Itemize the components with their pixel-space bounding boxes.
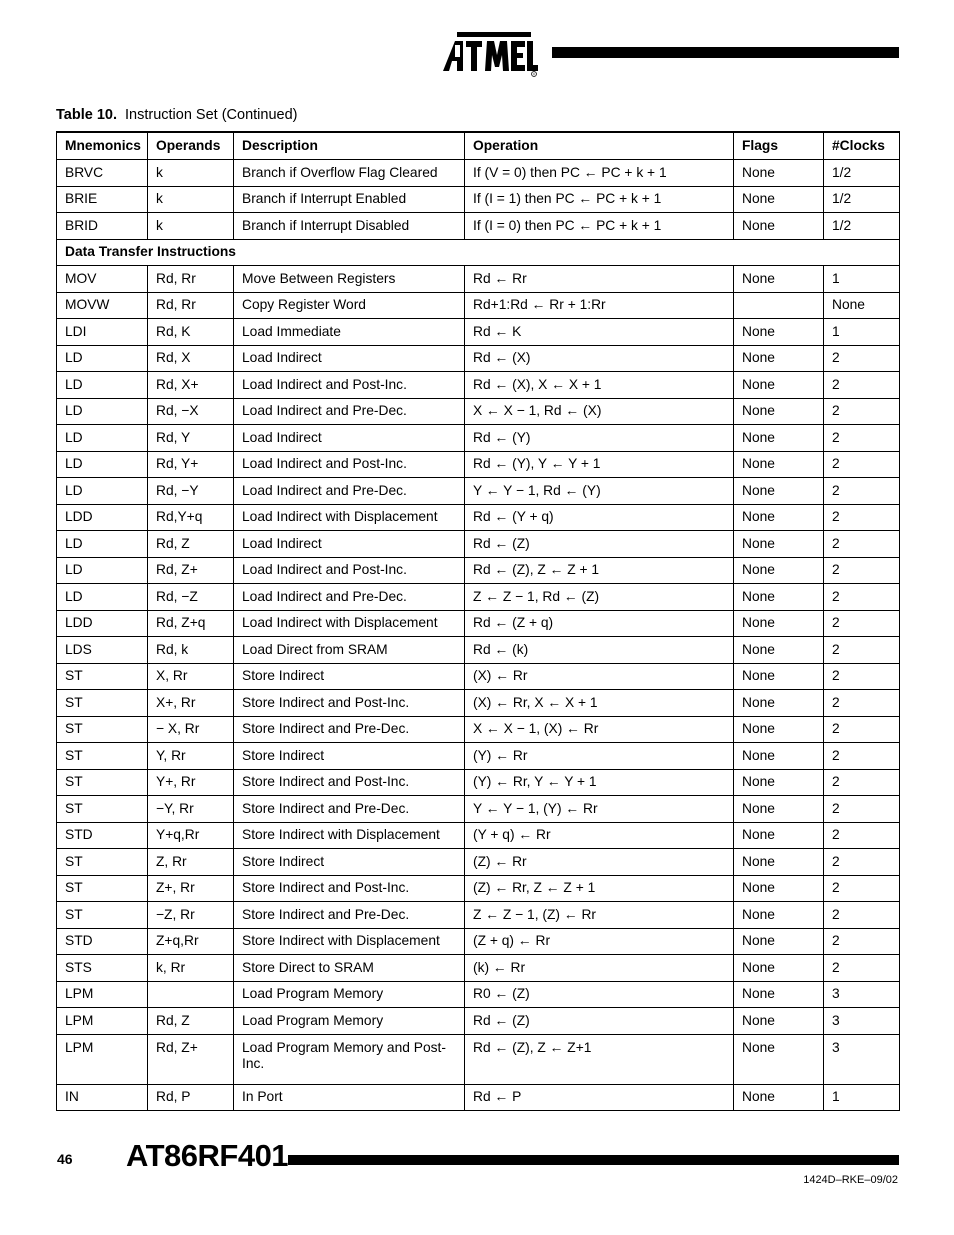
cell-mnemonic: LD [57,584,148,611]
cell-mnemonic: STD [57,928,148,955]
cell-clocks: 2 [824,610,900,637]
cell-mnemonic: LPM [57,981,148,1008]
cell-operation: If (I = 1) then PC ← PC + k + 1 [465,186,734,213]
cell-mnemonic: LD [57,451,148,478]
cell-operands: − X, Rr [148,716,234,743]
cell-description: Store Indirect and Pre-Dec. [234,716,465,743]
cell-mnemonic: BRID [57,213,148,240]
cell-flags: None [734,928,824,955]
cell-mnemonic: LD [57,398,148,425]
cell-operation: Rd ← (X) [465,345,734,372]
cell-operation: Rd ← P [465,1084,734,1111]
cell-operands: Rd, Rr [148,292,234,319]
cell-flags: None [734,955,824,982]
table-row [57,716,900,743]
cell-operation: Rd ← (Y), Y ← Y + 1 [465,451,734,478]
cell-clocks: 2 [824,531,900,558]
cell-operands: Rd, K [148,319,234,346]
table-row [57,557,900,584]
table-row [57,292,900,319]
cell-operands: −Z, Rr [148,902,234,929]
cell-flags: None [734,663,824,690]
table-row [57,425,900,452]
cell-clocks: 2 [824,690,900,717]
table-caption [56,107,298,123]
cell-mnemonic: ST [57,690,148,717]
cell-operands: Rd, k [148,637,234,664]
table-row [57,1008,900,1035]
cell-operation: (X) ← Rr, X ← X + 1 [465,690,734,717]
cell-operands: Rd, −Y [148,478,234,505]
cell-mnemonic: LD [57,478,148,505]
cell-operands: Rd, Z [148,531,234,558]
cell-operands: Z, Rr [148,849,234,876]
cell-mnemonic: MOVW [57,292,148,319]
cell-description: Store Indirect with Displacement [234,822,465,849]
cell-flags: None [734,849,824,876]
cell-operation: Rd ← (k) [465,637,734,664]
cell-flags [734,292,824,319]
cell-operation: (X) ← Rr [465,663,734,690]
cell-flags: None [734,822,824,849]
cell-description: Branch if Interrupt Disabled [234,213,465,240]
cell-flags: None [734,796,824,823]
cell-mnemonic: BRIE [57,186,148,213]
cell-operation: X ← X − 1, (X) ← Rr [465,716,734,743]
cell-description: Load Indirect and Post-Inc. [234,451,465,478]
cell-clocks: 2 [824,875,900,902]
cell-flags: None [734,637,824,664]
cell-description: Load Immediate [234,319,465,346]
cell-clocks: 3 [824,1034,900,1084]
cell-flags: None [734,1008,824,1035]
cell-description: Load Indirect and Post-Inc. [234,557,465,584]
cell-description: Load Indirect [234,531,465,558]
cell-clocks: 2 [824,451,900,478]
cell-flags: None [734,372,824,399]
cell-operation: If (I = 0) then PC ← PC + k + 1 [465,213,734,240]
table-body [57,160,900,1111]
table-row [57,822,900,849]
cell-clocks: 1/2 [824,213,900,240]
cell-operands: Z+, Rr [148,875,234,902]
cell-description: Store Indirect and Post-Inc. [234,875,465,902]
column-header-description: Description [234,132,465,160]
cell-operands: X, Rr [148,663,234,690]
cell-clocks: 2 [824,902,900,929]
cell-operands: Rd,Y+q [148,504,234,531]
table-row [57,213,900,240]
cell-operation: Rd ← K [465,319,734,346]
cell-operands: k [148,160,234,187]
cell-operation: Rd ← (Z), Z ← Z + 1 [465,557,734,584]
cell-description: Load Indirect and Pre-Dec. [234,398,465,425]
table-row [57,584,900,611]
table-caption-label: Table 10. [56,107,117,123]
cell-description: Load Direct from SRAM [234,637,465,664]
header-rule [552,47,899,58]
cell-operation: Y ← Y − 1, (Y) ← Rr [465,796,734,823]
instruction-set-table [56,131,900,1111]
cell-flags: None [734,743,824,770]
cell-flags: None [734,769,824,796]
cell-clocks: 2 [824,372,900,399]
cell-description: Store Direct to SRAM [234,955,465,982]
cell-operation: (Z) ← Rr [465,849,734,876]
cell-description: Store Indirect with Displacement [234,928,465,955]
cell-clocks: 2 [824,425,900,452]
cell-mnemonic: BRVC [57,160,148,187]
atmel-logo [439,29,539,77]
cell-description: Load Indirect with Displacement [234,504,465,531]
cell-mnemonic: MOV [57,266,148,293]
cell-flags: None [734,478,824,505]
cell-operation: Rd ← (Z) [465,1008,734,1035]
table-row [57,266,900,293]
cell-operands: Rd, Z+ [148,1034,234,1084]
cell-operation: Rd ← Rr [465,266,734,293]
cell-mnemonic: STD [57,822,148,849]
table-row [57,531,900,558]
column-header-mnemonics: Mnemonics [57,132,148,160]
cell-operation: X ← X − 1, Rd ← (X) [465,398,734,425]
cell-description: Store Indirect [234,663,465,690]
cell-flags: None [734,213,824,240]
cell-flags: None [734,504,824,531]
cell-mnemonic: LPM [57,1034,148,1084]
table-row [57,796,900,823]
cell-mnemonic: LD [57,557,148,584]
cell-flags: None [734,319,824,346]
cell-mnemonic: ST [57,849,148,876]
table-row [57,769,900,796]
cell-description: Load Program Memory [234,1008,465,1035]
cell-operands: Rd, P [148,1084,234,1111]
cell-operands: Rd, Z [148,1008,234,1035]
column-header-flags: Flags [734,132,824,160]
cell-description: Store Indirect and Post-Inc. [234,769,465,796]
cell-operands: Y+q,Rr [148,822,234,849]
cell-description: Load Program Memory and Post-Inc. [234,1034,465,1084]
cell-operands: Rd, −X [148,398,234,425]
cell-mnemonic: LDS [57,637,148,664]
cell-operands: Rd, Z+ [148,557,234,584]
cell-clocks: 1 [824,1084,900,1111]
cell-operands: Rd, X+ [148,372,234,399]
cell-operation: Rd ← (Y) [465,425,734,452]
table-row [57,875,900,902]
cell-operation: Rd ← (Y + q) [465,504,734,531]
cell-description: Store Indirect and Pre-Dec. [234,796,465,823]
cell-operands [148,981,234,1008]
cell-operation: (Z) ← Rr, Z ← Z + 1 [465,875,734,902]
table-row [57,928,900,955]
cell-mnemonic: LD [57,372,148,399]
cell-operation: (k) ← Rr [465,955,734,982]
table-row [57,319,900,346]
column-header-operation: Operation [465,132,734,160]
cell-description: Load Indirect and Pre-Dec. [234,478,465,505]
cell-operands: Y, Rr [148,743,234,770]
cell-clocks: 2 [824,928,900,955]
cell-clocks: 1/2 [824,186,900,213]
cell-operands: X+, Rr [148,690,234,717]
cell-flags: None [734,875,824,902]
cell-mnemonic: ST [57,743,148,770]
cell-operation: (Y + q) ← Rr [465,822,734,849]
table-row [57,1084,900,1111]
cell-mnemonic: ST [57,716,148,743]
cell-clocks: 3 [824,1008,900,1035]
table-row [57,743,900,770]
cell-mnemonic: LDD [57,610,148,637]
cell-mnemonic: ST [57,796,148,823]
cell-flags: None [734,531,824,558]
cell-mnemonic: LDD [57,504,148,531]
cell-clocks: 2 [824,849,900,876]
cell-clocks: 3 [824,981,900,1008]
cell-description: Store Indirect [234,849,465,876]
cell-description: Load Indirect and Pre-Dec. [234,584,465,611]
column-header-clocks: #Clocks [824,132,900,160]
table-header-row [57,132,900,160]
cell-flags: None [734,1034,824,1084]
document-reference: 1424D–RKE–09/02 [803,1174,898,1186]
cell-flags: None [734,266,824,293]
table-row [57,1034,900,1084]
cell-operation: Z ← Z − 1, Rd ← (Z) [465,584,734,611]
table-row [57,504,900,531]
cell-operands: Rd, Z+q [148,610,234,637]
cell-description: Load Indirect [234,425,465,452]
cell-operation: (Z + q) ← Rr [465,928,734,955]
cell-operands: k [148,186,234,213]
cell-operands: Rd, Rr [148,266,234,293]
table-row [57,849,900,876]
cell-mnemonic: ST [57,875,148,902]
table-row [57,372,900,399]
cell-clocks: 2 [824,663,900,690]
cell-clocks: 2 [824,345,900,372]
cell-clocks: 2 [824,398,900,425]
cell-flags: None [734,557,824,584]
cell-operands: −Y, Rr [148,796,234,823]
cell-mnemonic: ST [57,769,148,796]
cell-operation: Rd ← (Z), Z ← Z+1 [465,1034,734,1084]
cell-operands: Rd, Y+ [148,451,234,478]
cell-flags: None [734,398,824,425]
cell-description: Branch if Interrupt Enabled [234,186,465,213]
cell-operation: (Y) ← Rr [465,743,734,770]
cell-mnemonic: LD [57,425,148,452]
cell-flags: None [734,186,824,213]
cell-clocks: 2 [824,637,900,664]
cell-operands: k [148,213,234,240]
cell-description: Load Indirect with Displacement [234,610,465,637]
registered-mark: ® [532,72,536,77]
cell-operands: Z+q,Rr [148,928,234,955]
table-row [57,663,900,690]
table-row [57,955,900,982]
cell-flags: None [734,451,824,478]
cell-operation: If (V = 0) then PC ← PC + k + 1 [465,160,734,187]
cell-clocks: 2 [824,504,900,531]
cell-description: In Port [234,1084,465,1111]
cell-clocks: 2 [824,557,900,584]
column-header-operands: Operands [148,132,234,160]
table-row [57,186,900,213]
cell-operation: Rd ← (Z) [465,531,734,558]
table-row [57,451,900,478]
cell-operands: Rd, Y [148,425,234,452]
cell-description: Move Between Registers [234,266,465,293]
cell-operands: Rd, −Z [148,584,234,611]
cell-clocks: 2 [824,478,900,505]
table-row [57,398,900,425]
cell-operands: Rd, X [148,345,234,372]
cell-clocks: 2 [824,796,900,823]
cell-description: Copy Register Word [234,292,465,319]
section-row [57,239,900,266]
cell-flags: None [734,690,824,717]
cell-clocks: 2 [824,716,900,743]
cell-mnemonic: LD [57,345,148,372]
cell-description: Store Indirect [234,743,465,770]
cell-clocks: 2 [824,584,900,611]
cell-flags: None [734,902,824,929]
cell-operation: Rd+1:Rd ← Rr + 1:Rr [465,292,734,319]
page-number: 46 [57,1151,73,1167]
cell-clocks: 2 [824,955,900,982]
cell-description: Load Program Memory [234,981,465,1008]
cell-mnemonic: IN [57,1084,148,1111]
cell-flags: None [734,1084,824,1111]
cell-mnemonic: LPM [57,1008,148,1035]
cell-flags: None [734,584,824,611]
cell-mnemonic: STS [57,955,148,982]
table-row [57,690,900,717]
cell-clocks: 1/2 [824,160,900,187]
cell-operands: Y+, Rr [148,769,234,796]
table-row [57,610,900,637]
cell-clocks: 2 [824,743,900,770]
cell-operation: Y ← Y − 1, Rd ← (Y) [465,478,734,505]
table-row [57,160,900,187]
cell-operation: (Y) ← Rr, Y ← Y + 1 [465,769,734,796]
cell-operation: Z ← Z − 1, (Z) ← Rr [465,902,734,929]
cell-operation: Rd ← (Z + q) [465,610,734,637]
cell-description: Load Indirect and Post-Inc. [234,372,465,399]
cell-description: Store Indirect and Pre-Dec. [234,902,465,929]
cell-operands: k, Rr [148,955,234,982]
cell-clocks: 1 [824,266,900,293]
cell-mnemonic: LD [57,531,148,558]
cell-flags: None [734,160,824,187]
cell-operation: Rd ← (X), X ← X + 1 [465,372,734,399]
cell-flags: None [734,981,824,1008]
cell-description: Load Indirect [234,345,465,372]
table-row [57,637,900,664]
cell-clocks: 2 [824,769,900,796]
table-row [57,478,900,505]
section-label: Data Transfer Instructions [57,239,900,266]
cell-description: Store Indirect and Post-Inc. [234,690,465,717]
cell-clocks: 2 [824,822,900,849]
cell-mnemonic: ST [57,902,148,929]
footer-rule [288,1155,899,1165]
table-row [57,981,900,1008]
table-caption-text: Instruction Set (Continued) [125,107,298,123]
table-row [57,902,900,929]
cell-flags: None [734,425,824,452]
cell-description: Branch if Overflow Flag Cleared [234,160,465,187]
cell-mnemonic: LDI [57,319,148,346]
product-name: AT86RF401 [126,1138,289,1173]
cell-flags: None [734,610,824,637]
cell-flags: None [734,345,824,372]
cell-flags: None [734,716,824,743]
cell-clocks: None [824,292,900,319]
cell-operation: R0 ← (Z) [465,981,734,1008]
table-row [57,345,900,372]
cell-mnemonic: ST [57,663,148,690]
cell-clocks: 1 [824,319,900,346]
